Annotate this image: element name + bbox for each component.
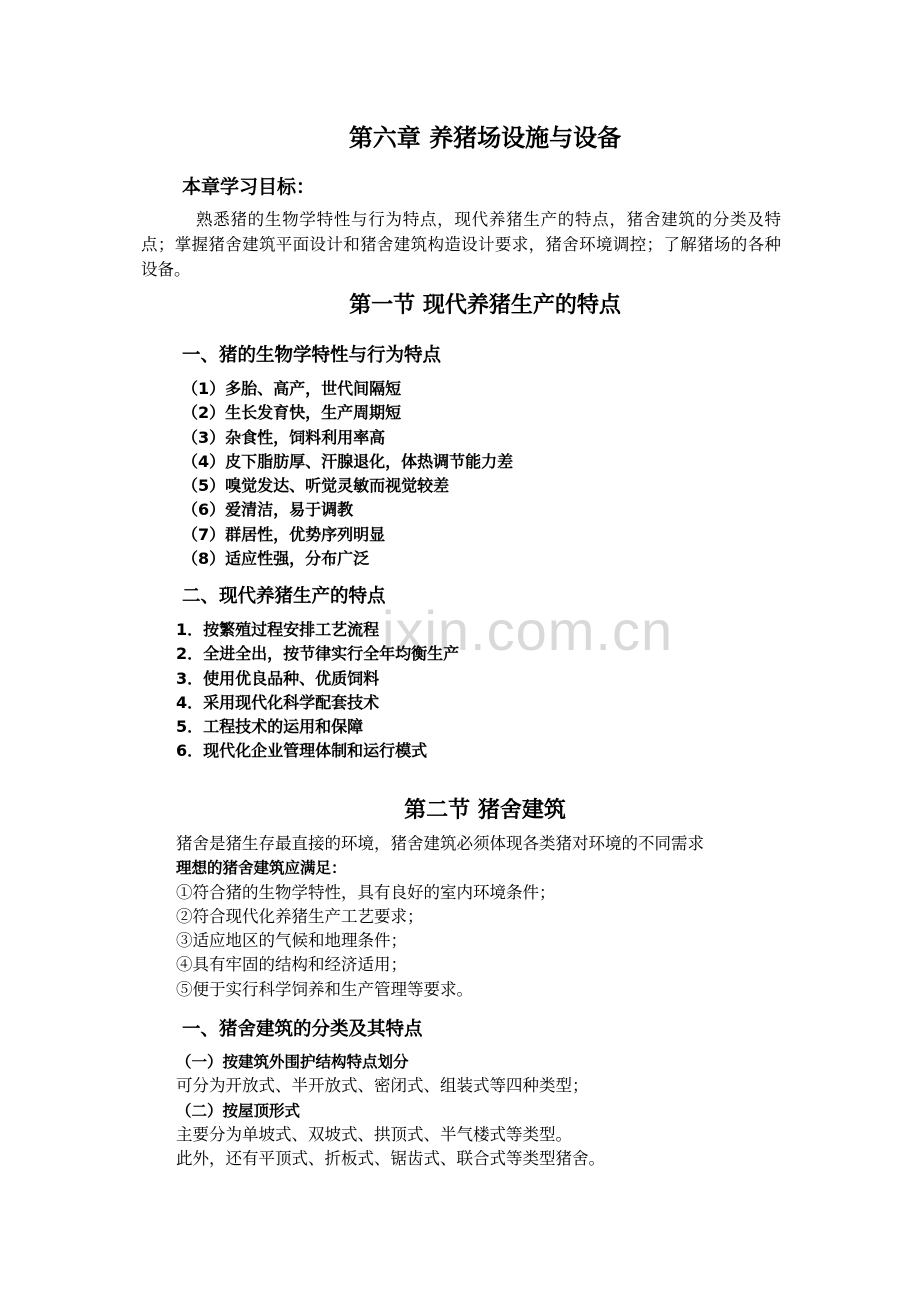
class2-heading: （二）按屋顶形式 [176,1101,301,1120]
sub3-heading: 一、猪舍建筑的分类及其特点 [182,1019,423,1040]
list-item: ④具有牢固的结构和经济适用； [176,955,407,975]
list-item: 4．采用现代化科学配套技术 [176,692,380,712]
list-item: ⑤便于实行科学饲养和生产管理等要求。 [176,979,473,999]
sub2-list [176,618,459,764]
list-item: 5．工程技术的运用和保障 [176,717,364,737]
list-item: ③适应地区的气候和地理条件； [176,931,407,951]
list-item: 3．使用优良品种、优质饲料 [176,668,380,688]
section2-intro: 猪舍是猪生存最直接的环境，猪舍建筑必须体现各类猪对环境的不同需求 [176,834,704,853]
list-item: （4）皮下脂肪厚、汗腺退化，体热调节能力差 [182,451,514,471]
list-item: 1．按繁殖过程安排工艺流程 [176,620,380,639]
list-item: （2）生长发育快，生产周期短 [182,403,402,423]
sub2-heading: 二、现代养猪生产的特点 [182,586,386,607]
objectives-paragraph: 熟悉猪的生物学特性与行为特点，现代养猪生产的特点，猪舍建筑的分类及特点；掌握猪舍建筑平面设计和猪舍建筑构造设计要求，猪舍环境调控；了解猪场的各种设备。 [141,210,781,279]
list-item: （1）多胎、高产，世代间隔短 [182,379,402,398]
section1-title: 第一节 现代养猪生产的特点 [349,293,621,318]
class1-text: 可分为开放式、半开放式、密闭式、组装式等四种类型； [176,1076,589,1096]
section2-title: 第二节 猪舍建筑 [404,798,566,823]
list-item: （6）爱清洁，易于调教 [182,500,354,520]
list-item: 6．现代化企业管理体制和运行模式 [176,741,428,761]
sub1-list [182,377,513,571]
objectives-heading: 本章学习目标： [182,176,316,198]
watermark-text: ixin.com.cn [382,599,674,662]
list-item: （5）嗅觉发达、听觉灵敏而视觉较差 [182,476,450,496]
sub1-heading: 一、猪的生物学特性与行为特点 [182,345,442,366]
class2-text1: 主要分为单坡式、双坡式、拱顶式、半气楼式等类型。 [176,1124,572,1144]
classification-body [176,1050,605,1171]
class2-text2: 此外，还有平顶式、折板式、锯齿式、联合式等类型猪舍。 [176,1149,605,1169]
ideal-heading: 理想的猪舍建筑应满足： [176,859,347,878]
list-item: （3）杂食性，饲料利用率高 [182,427,386,447]
chapter-title: 第六章 养猪场设施与设备 [348,124,622,152]
class1-heading: （一）按建筑外围护结构特点划分 [176,1053,409,1071]
list-item: ②符合现代化养猪生产工艺要求； [176,906,424,926]
list-item: （8）适应性强，分布广泛 [182,549,370,569]
list-item: ①符合猪的生物学特性，具有良好的室内环境条件； [176,882,556,902]
section2-body [176,832,704,1002]
list-item: （7）群居性，优势序列明显 [182,524,386,544]
list-item: 2．全进全出，按节律实行全年均衡生产 [176,644,460,664]
